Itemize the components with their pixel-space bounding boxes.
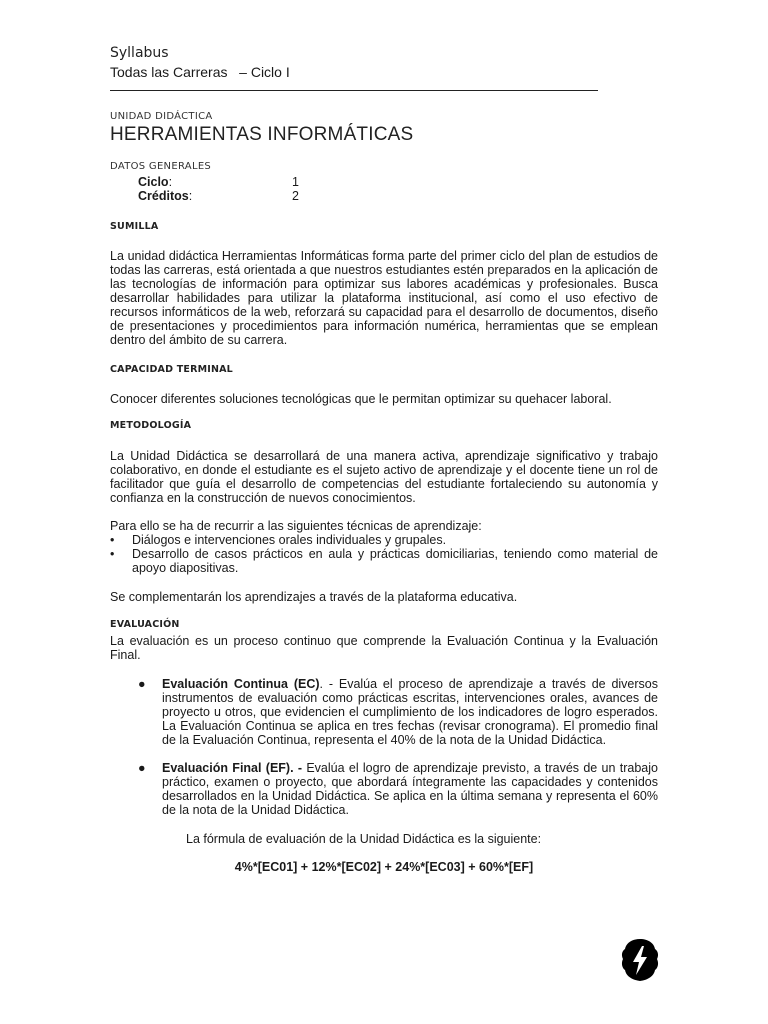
metodologia-text: La Unidad Didáctica se desarrollará de una manera activa, aprendizaje significativo y trabajo colaborativo, en donde el estudiante es el sujeto activo de aprendizaje y el docente tiene un rol de facilitador que guía el desarrollo de competencias del estudiante fortaleciendo su autonomía y confianza en la construcción de nuevos conocimientos.: [110, 449, 658, 505]
general-key: Créditos:: [138, 189, 193, 203]
eval-item-text: Evalúa el logro de aprendizaje previsto, a través de un trabajo práctico, examen o proyecto, que abordará íntegramente las capacidades y contenidos desarrollados en la Unidad Didáctica. Se aplica en la última semana y representa el 60% de la nota de la Unidad Didáctica.: [162, 761, 658, 817]
unit-label: UNIDAD DIDÁCTICA: [110, 111, 213, 122]
general-value: 1: [292, 175, 299, 189]
bullet-icon: ●: [138, 761, 146, 775]
eval-item-text: Evalúa el proceso de aprendizaje a través de diversos instrumentos de evaluación como prácticas escritas, intervenciones orales, avances de proyecto u otros, que evidencien el cumplimiento de los indicadores de logro esperados. La Evaluación Continua se aplica en tres fechas (revisar cronograma). El promedio final de la Evaluación Continua, representa el 40% de la nota de la Unidad Didáctica.: [162, 677, 658, 747]
metodologia-intro: Para ello se ha de recurrir a las siguientes técnicas de aprendizaje:: [110, 519, 482, 533]
bullet-icon: •: [110, 547, 115, 561]
unit-title: HERRAMIENTAS INFORMÁTICAS: [110, 124, 414, 145]
eval-item-title: Evaluación Final (EF). -: [162, 761, 303, 775]
general-value: 2: [292, 189, 299, 203]
bullet-icon: ●: [138, 677, 146, 691]
header-divider: [110, 90, 598, 91]
general-key: Ciclo:: [138, 175, 173, 189]
evaluation-formula: 4%*[EC01] + 12%*[EC02] + 24%*[EC03] + 60%*[EF]: [234, 860, 534, 874]
eval-item-final: [138, 761, 658, 817]
formula-intro: La fórmula de evaluación de la Unidad Didáctica es la siguiente:: [186, 832, 542, 846]
eval-item-title: Evaluación Continua (EC): [162, 677, 320, 691]
brain-lightning-icon: [621, 937, 659, 983]
evaluacion-text: La evaluación es un proceso continuo que comprende la Evaluación Continua y la Evaluación Final.: [110, 634, 658, 662]
techniques-list: [110, 533, 658, 575]
sumilla-text: La unidad didáctica Herramientas Informáticas forma parte del primer ciclo del plan de estudios de todas las carreras, está orientada a que nuestros estudiantes estén preparados en la aplicación de las tecnologías de información para optimizar sus labores académicas y profesionales. Busca desarrollar habilidades para utilizar la plataforma institucional, así como el uso efectivo de recursos informáticos de la web, reforzará su capacidad para el desarrollo de documentos, diseño de presentaciones y procedimientos para información numérica, herramientas que se emplean dentro del ámbito de su carrera.: [110, 249, 658, 347]
header-title: Syllabus: [110, 45, 169, 61]
evaluacion-heading: EVALUACIÓN: [110, 619, 180, 630]
bullet-icon: •: [110, 533, 115, 547]
header-subtitle: Todas las Carreras – Ciclo I: [110, 64, 290, 80]
sumilla-heading: SUMILLA: [110, 221, 159, 232]
eval-item-continua: ● Evaluación Continua (EC). - Evalúa el proceso de aprendizaje a través de diversos instrumentos de evaluación como prácticas escritas, intervenciones orales, avances de proyecto u otros, que evidencien el cumplimiento de los indicadores de logro esperados. La Evaluación Continua se aplica en tres fechas (revisar cronograma). El promedio final de la Evaluación Continua, representa el 40% de la nota de la Unidad Didáctica.: [138, 677, 658, 747]
list-item: • Diálogos e intervenciones orales individuales y grupales.: [110, 533, 447, 547]
general-data-label: DATOS GENERALES: [110, 161, 212, 172]
list-item: • Desarrollo de casos prácticos en aula y prácticas domiciliarias, teniendo como material de apoyo diapositivas.: [110, 547, 658, 575]
capacidad-heading: CAPACIDAD TERMINAL: [110, 364, 233, 375]
metodologia-heading: METODOLOGÍA: [110, 420, 192, 431]
metodologia-closing: Se complementarán los aprendizajes a través de la plataforma educativa.: [110, 590, 518, 604]
capacidad-text: Conocer diferentes soluciones tecnológicas que le permitan optimizar su quehacer laboral.: [110, 392, 612, 406]
